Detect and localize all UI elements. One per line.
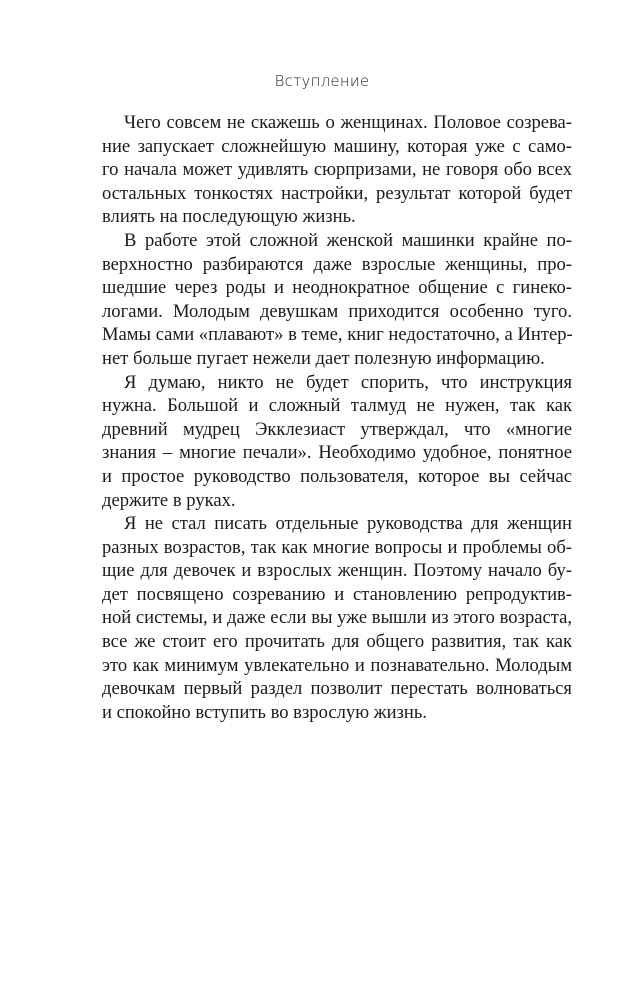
text-line: и простое руководство пользователя, которое вы сейчас [102,465,572,487]
text-line: остальных тонкостях настройки, результат которой будет [102,182,572,204]
text-line: Чего совсем не скажешь о женщинах. Половое созрева- [124,112,572,133]
text-line: логами. Молодым девушкам приходится особенно туго. [102,300,572,322]
text-line: дет посвящено созреванию и становлению репродуктив- [102,583,572,605]
text-line: ной системы, и даже если вы уже вышли из этого возраста, [102,607,572,629]
text-line: девочкам первый раздел позволит перестать волноваться [102,678,572,700]
text-line: и спокойно вступить во взрослую жизнь. [102,701,427,723]
text-line: знания – многие печали». Необходимо удобное, понятное [102,442,572,464]
text-line: все же стоит его прочитать для общего развития, так как [102,631,572,653]
text-line: древний мудрец Экклезиаст утверждал, что «многие [102,418,572,440]
text-line: нужна. Большой и сложный талмуд не нужен, так как [102,395,572,417]
body-text [102,111,572,724]
text-line: го начала может удивлять сюрпризами, не говоря обо всех [102,159,572,181]
text-line: В работе этой сложной женской машинки крайне по- [124,229,572,251]
text-line: Я думаю, никто не будет спорить, что инструкция [124,371,572,393]
text-line: разных возрастов, так как многие вопросы и проблемы об- [102,536,572,558]
text-line: влиять на последующую жизнь. [102,206,356,228]
text-line: нет больше пугает нежели дает полезную информацию. [102,347,545,369]
text-line: это как минимум увлекательно и познавательно. Молодым [102,654,572,676]
paragraph-3 [102,371,572,513]
paragraph-1 [102,111,572,229]
paragraph-4 [102,512,572,724]
text-line: держите в руках. [102,489,236,511]
text-line: щие для девочек и взрослых женщин. Поэтому начало бу- [102,560,572,582]
text-line: ние запускает сложнейшую машину, которая уже с само- [102,135,572,157]
paragraph-2 [102,229,572,371]
chapter-title: Вступление [274,72,370,90]
text-line: Я не стал писать отдельные руководства для женщин [124,513,572,535]
text-line: Мамы сами «плавают» в теме, книг недостаточно, а Интер- [102,324,573,346]
text-line: верхностно разбираются даже взрослые женщины, про- [102,253,572,275]
text-line: шедшие через роды и неоднократное общение с гинеко- [102,277,572,299]
